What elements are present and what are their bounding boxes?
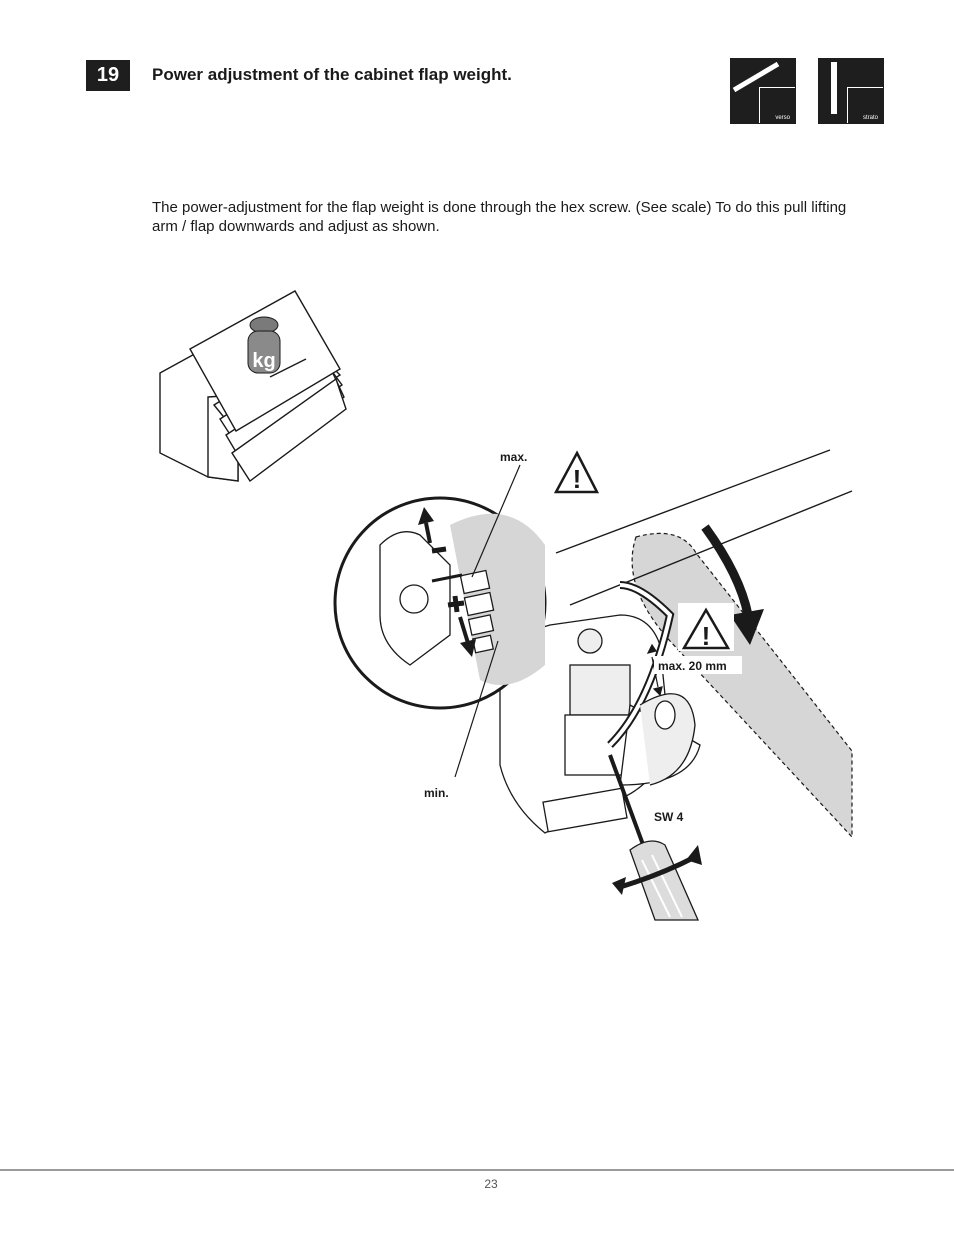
page-number: 23 xyxy=(484,1177,498,1191)
footer-rule xyxy=(0,1169,954,1171)
strato-logo xyxy=(818,58,884,124)
adjustment-illustration xyxy=(150,285,860,925)
warning-icon-top xyxy=(556,453,597,494)
scale-minus-bar xyxy=(432,549,446,551)
step-title: Power adjustment of the cabinet flap weight. xyxy=(152,65,512,84)
intro-paragraph: The power-adjustment for the flap weight is done through the hex screw. (See scale) To do this pull lifting arm / flap downwards and adjust as shown. xyxy=(152,199,847,235)
scale-plus-v xyxy=(455,596,457,612)
distance-label: max. 20 mm xyxy=(658,659,727,673)
magnified-detail xyxy=(335,498,545,708)
scale-max-label: max. xyxy=(500,450,528,464)
verso-logo-label: verso xyxy=(775,115,790,121)
kg-weight-icon xyxy=(248,317,280,373)
warning-symbol-top: ! xyxy=(572,464,582,494)
verso-logo xyxy=(730,58,796,124)
warning-symbol-flap: ! xyxy=(701,621,711,651)
weight-label: kg xyxy=(252,350,276,372)
warning-icon-flap xyxy=(678,603,734,651)
strato-logo-label: strato xyxy=(862,115,878,121)
flap-sweep-band xyxy=(632,533,852,837)
scale-min-label: min. xyxy=(424,786,449,800)
tool-size-label: SW 4 xyxy=(654,810,684,824)
step-number-badge: 19 xyxy=(86,60,130,91)
